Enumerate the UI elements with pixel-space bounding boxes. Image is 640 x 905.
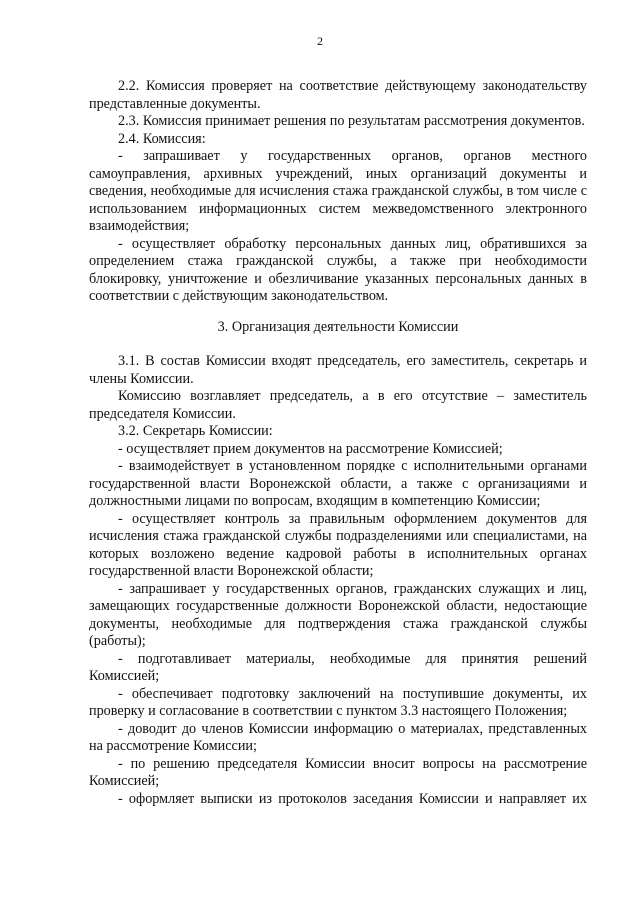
list-item-request: - запрашивает у государственных органов, гражданских служащих и лиц, замещающих государственные должности Воронежской области, недостающие документы, необходимые для подтверждения стажа гражданской службы (работы);: [89, 580, 587, 649]
paragraph-2-2: 2.2. Комиссия проверяет на соответствие действующему законодательству представленные документы.: [89, 78, 587, 112]
list-item-extracts: - оформляет выписки из протоколов заседания Комиссии и направляет их: [118, 790, 587, 807]
list-item-inform: - доводит до членов Комиссии информацию о материалах, представленных на рассмотрение Комиссии;: [89, 720, 587, 754]
page-number: 2: [317, 34, 323, 48]
list-item-materials: - подготавливает материалы, необходимые для принятия решений Комиссией;: [89, 650, 587, 684]
list-item-reception: - осуществляет прием документов на рассмотрение Комиссией;: [118, 440, 503, 457]
paragraph-2-3: 2.3. Комиссия принимает решения по результатам рассмотрения документов.: [118, 113, 585, 129]
section-3-heading: 3. Организация деятельности Комиссии: [217, 318, 459, 335]
list-item-interaction: - взаимодействует в установленном порядке с исполнительными органами государственной власти Воронежской области, а также с организациями и должностными лицами по вопросам, входящим в компетенцию Комиссии;: [89, 458, 587, 509]
paragraph-2-4-request: - запрашивает у государственных органов, органов местного самоуправления, архивных учреждений, иных организаций документы и сведения, необходимые для исчисления стажа гражданской службы, в том числе с использованием информационных систем межведомственного электронного взаимодействия;: [89, 148, 587, 234]
paragraph-chairman: Комиссию возглавляет председатель, а в его отсутствие – заместитель председателя Комиссии.: [89, 388, 587, 422]
paragraph-3-1: 3.1. В состав Комиссии входят председатель, его заместитель, секретарь и члены Комиссии.: [89, 353, 587, 387]
paragraph-2-4: 2.4. Комиссия:: [118, 130, 206, 147]
list-item-control: - осуществляет контроль за правильным оформлением документов для исчисления стажа гражданской службы подразделениями или специалистами, на которых возложено ведение кадровой работы в исполнительных органах государственной власти Воронежской области;: [89, 510, 587, 579]
paragraph-2-4-processing: - осуществляет обработку персональных данных лиц, обратившихся за определением стажа гражданской службы, а также при необходимости блокировку, уничтожение и обезличивание указанных персональных данных в соответствии с действующим законодательством.: [89, 235, 587, 304]
list-item-conclusions: - обеспечивает подготовку заключений на поступившие документы, их проверку и согласование в соответствии с пунктом 3.3 настоящего Положения;: [89, 685, 587, 719]
paragraph-3-2: 3.2. Секретарь Комиссии:: [118, 423, 273, 439]
document-body: [89, 78, 587, 808]
list-item-agenda: - по решению председателя Комиссии вносит вопросы на рассмотрение Комиссией;: [89, 755, 587, 789]
